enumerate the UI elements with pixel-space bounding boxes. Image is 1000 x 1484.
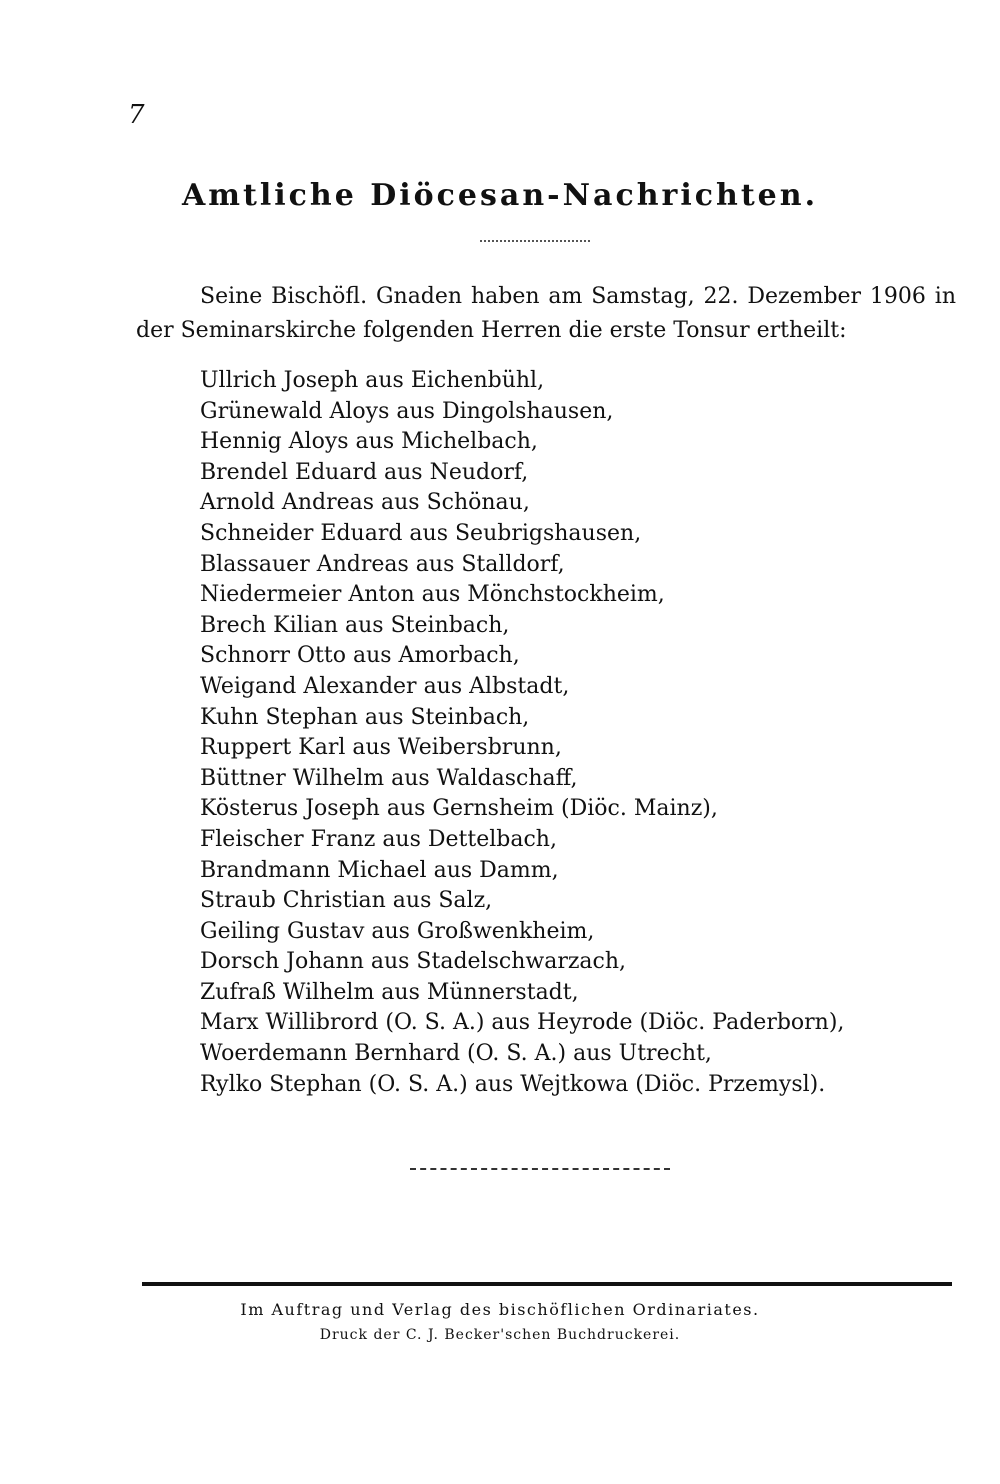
footer-rule <box>142 1282 952 1286</box>
list-item: Schnorr Otto aus Amorbach, <box>200 643 520 669</box>
list-item: Brandmann Michael aus Damm, <box>200 857 559 883</box>
footer-printer: Druck der C. J. Becker'schen Buchdruckerei. <box>319 1327 681 1343</box>
list-item: Hennig Aloys aus Michelbach, <box>200 429 538 455</box>
list-item: Straub Christian aus Salz, <box>200 888 493 914</box>
list-item: Brech Kilian aus Steinbach, <box>200 612 510 638</box>
list-item: Geiling Gustav aus Großwenkheim, <box>200 918 595 944</box>
list-item: Woerdemann Bernhard (O. S. A.) aus Utrecht, <box>200 1041 712 1067</box>
list-item: Kuhn Stephan aus Steinbach, <box>200 704 530 730</box>
list-item: Büttner Wilhelm aus Waldaschaff, <box>200 765 578 791</box>
list-item: Marx Willibrord (O. S. A.) aus Heyrode (Diöc. Paderborn), <box>200 1010 845 1036</box>
list-item: Ullrich Joseph aus Eichenbühl, <box>200 368 545 393</box>
page-number: 7 <box>128 100 145 130</box>
list-item: Zufraß Wilhelm aus Münnerstadt, <box>200 979 579 1005</box>
footer-publisher: Im Auftrag und Verlag des bischöflichen Ordinariates. <box>240 1300 760 1319</box>
list-item: Arnold Andreas aus Schönau, <box>200 490 530 516</box>
list-item: Brendel Eduard aus Neudorf, <box>200 459 529 485</box>
list-item: Schneider Eduard aus Seubrigshausen, <box>200 520 642 546</box>
list-item: Weigand Alexander aus Albstadt, <box>200 673 570 699</box>
page-title: Amtliche Diöcesan-Nachrichten. <box>181 178 819 213</box>
section-end-divider <box>410 1168 670 1170</box>
list-item: Grünewald Aloys aus Dingolshausen, <box>200 398 614 424</box>
intro-line-2: der Seminarskirche folgenden Herren die erste Tonsur ertheilt: <box>136 318 847 343</box>
list-item: Rylko Stephan (O. S. A.) aus Wejtkowa (Diöc. Przemysl). <box>200 1071 826 1097</box>
list-item: Blassauer Andreas aus Stalldorf, <box>200 551 565 577</box>
intro-paragraph <box>136 280 956 348</box>
list-item: Ruppert Karl aus Weibersbrunn, <box>200 735 562 761</box>
name-list <box>200 366 844 1100</box>
list-item: Fleischer Franz aus Dettelbach, <box>200 826 557 852</box>
list-item: Dorsch Johann aus Stadelschwarzach, <box>200 949 627 975</box>
list-item: Niedermeier Anton aus Mönchstockheim, <box>200 582 665 608</box>
list-item: Kösterus Joseph aus Gernsheim (Diöc. Mainz), <box>200 796 718 822</box>
title-divider <box>480 240 590 242</box>
intro-line-1: Seine Bischöfl. Gnaden haben am Samstag, 22. Dezember 1906 in <box>200 284 956 309</box>
